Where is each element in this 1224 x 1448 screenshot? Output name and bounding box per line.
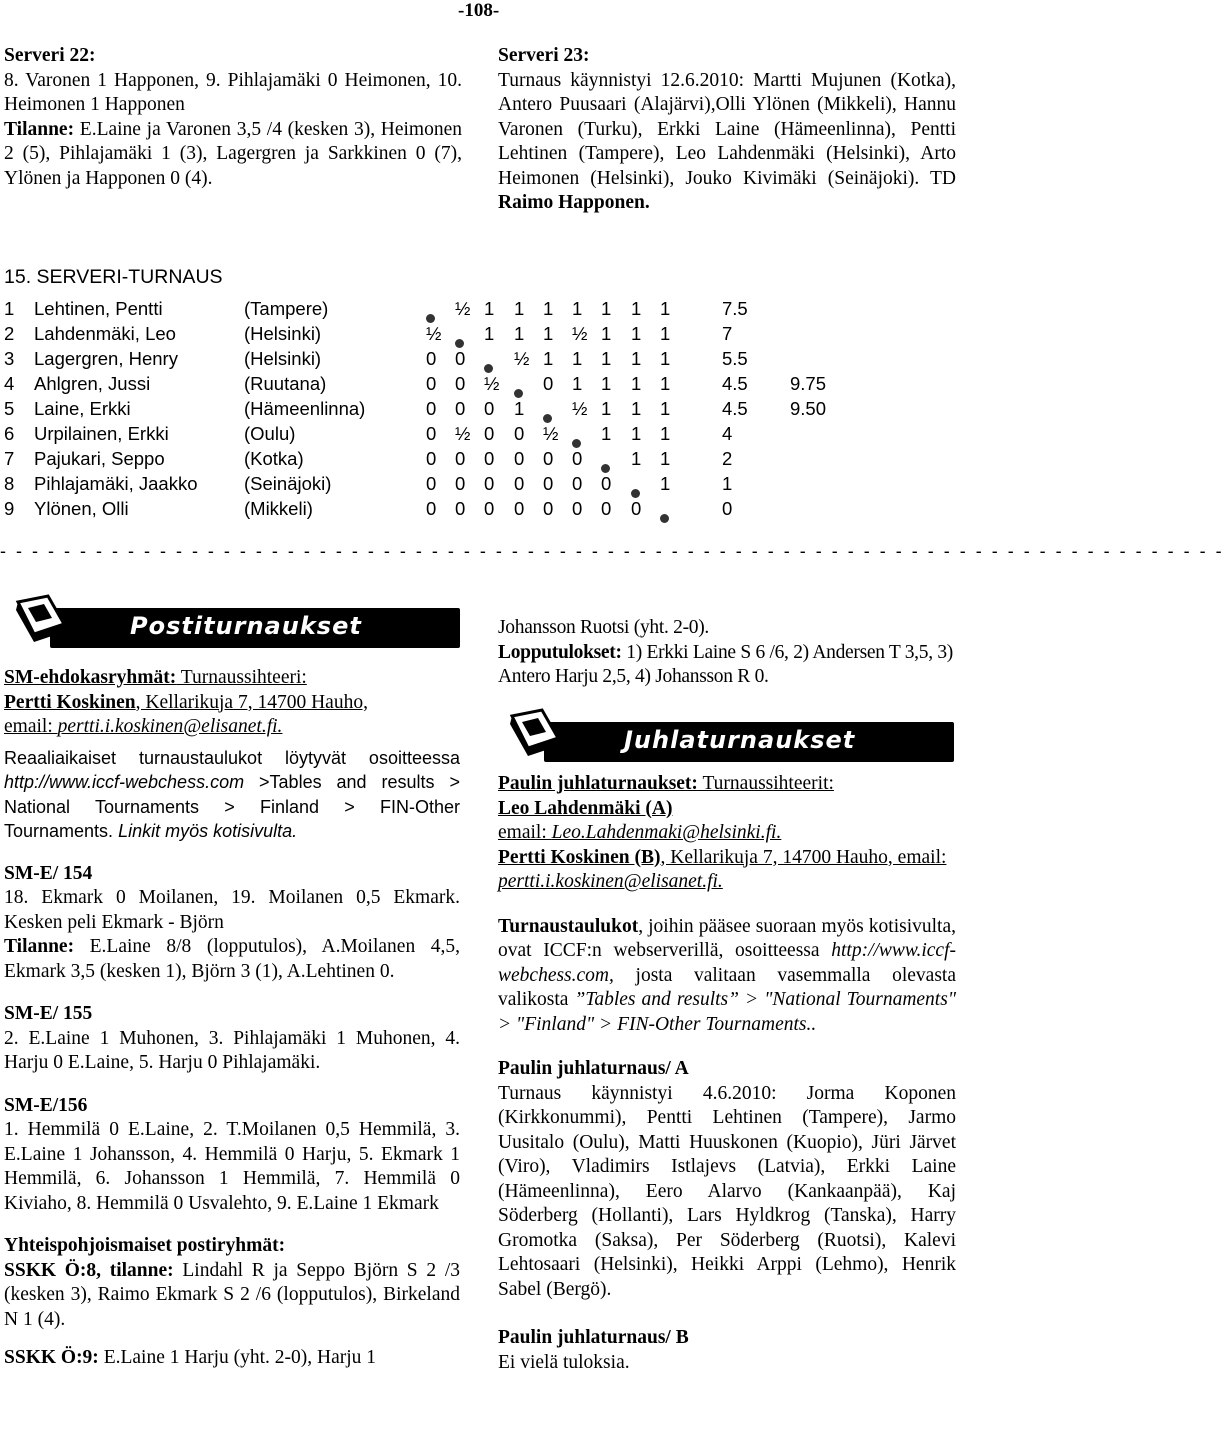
serveri23-heading: Serveri 23: (498, 45, 590, 66)
player-club: (Oulu) (244, 423, 296, 444)
serveri23-section (498, 44, 956, 216)
total-points: 2 (722, 448, 733, 469)
table-row (0, 298, 860, 323)
score-cell: 1 (601, 398, 612, 419)
score-cell: 0 (514, 498, 525, 519)
postiturnaukset-banner (4, 594, 460, 652)
score-cell: 1 (631, 423, 642, 444)
score-cell: ½ (484, 373, 500, 394)
left-column (4, 666, 460, 1371)
self-cell-dot (659, 506, 669, 528)
total-points: 7 (722, 323, 733, 344)
player-number: 1 (4, 298, 15, 319)
score-cell: 1 (514, 323, 525, 344)
paulin-rest: Turnaussihteerit: (697, 773, 834, 794)
score-cell: 0 (514, 423, 525, 444)
sm-rest: Turnaussihteeri: (176, 667, 307, 688)
ssk8-body: Lindahl R ja Seppo Björn S 2 /3 (kesken 3), Raimo Ekmark S 2 /6 (lopputulos), Birkeland N 1 (4). (4, 1259, 460, 1330)
serveri22-tilanne-label: Tilanne: (4, 118, 75, 140)
player-name: Pajukari, Seppo (34, 448, 165, 469)
sme154-results: 18. Ekmark 0 Moilanen, 19. Moilanen 0,5 Ekmark. Kesken peli Ekmark - Björn (4, 887, 460, 933)
sme155-text: 2. E.Laine 1 Muhonen, 3. Pihlajamäki 1 Muhonen, 4. Harju 0 E.Laine, 5. Harju 0 Pihlajamäki. (4, 1027, 460, 1073)
table-row (0, 373, 860, 398)
score-cell: 0 (484, 398, 495, 419)
right-column (498, 772, 956, 1375)
player-club: (Helsinki) (244, 323, 322, 344)
player-name: Lehtinen, Pentti (34, 298, 163, 319)
score-cell: 0 (484, 423, 495, 444)
b-text: Ei vielä tuloksia. (498, 1351, 630, 1373)
paulin-line (498, 772, 956, 797)
b-heading: Paulin juhlaturnaus/ B (498, 1327, 689, 1348)
pertti-address: , Kellarikuja 7, 14700 Hauho, email: (660, 846, 947, 868)
score-cell: 0 (426, 423, 437, 444)
tiebreak: 9.75 (790, 373, 827, 394)
score-cell: 0 (631, 498, 642, 519)
juhlaturnaukset-banner (498, 708, 954, 766)
score-cell: 1 (660, 373, 671, 394)
score-cell: 1 (543, 348, 554, 369)
ssk9-body: E.Laine 1 Harju (yht. 2-0), Harju 1 (98, 1347, 377, 1368)
taulukot-label: Turnaustaulukot (498, 915, 639, 937)
player-name: Pihlajamäki, Jaakko (34, 473, 198, 494)
realtime-url-link[interactable]: http://www.iccf-webchess.com (4, 772, 245, 792)
total-points: 4.5 (722, 398, 748, 419)
score-cell: 0 (514, 448, 525, 469)
taulukot-a: , joihin pääsee suoraan myös kotisivulta, ovat ICCF:n webserverillä, osoitteessa (498, 915, 956, 961)
score-cell: 1 (601, 348, 612, 369)
score-cell: 1 (572, 348, 583, 369)
dot-icon (455, 339, 464, 348)
score-cell: 1 (484, 323, 495, 344)
player-club: (Hämeenlinna) (244, 398, 366, 419)
score-cell: 0 (426, 373, 437, 394)
score-cell: 1 (631, 448, 642, 469)
total-points: 4.5 (722, 373, 748, 394)
contact-name: Pertti Koskinen (4, 691, 136, 713)
score-cell: 1 (660, 398, 671, 419)
pertti-line (498, 846, 956, 895)
score-cell: 1 (631, 323, 642, 344)
score-cell: 1 (543, 323, 554, 344)
total-points: 7.5 (722, 298, 748, 319)
final-label: Lopputulokset: (498, 641, 622, 663)
table-title: 15. SERVERI-TURNAUS (4, 266, 223, 288)
serveri23-body: Turnaus käynnistyi 12.6.2010: Martti Mujunen (Kotka), Antero Puusaari (Alajärvi),Olli Ylönen (Mikkeli), Hannu Varonen (Turku), Erkki Laine (Hämeenlinna), Pentti Lehtinen (Tampere), Leo Lahdenmäki (Helsinki), Arto Heimonen (Helsinki), Jouko Kivimäki (Seinäjoki). TD (498, 69, 956, 189)
score-cell: 1 (631, 298, 642, 319)
dot-icon (484, 364, 493, 373)
leo-email-label: email: (498, 822, 552, 843)
pertti-email-link[interactable]: pertti.i.koskinen@elisanet.fi. (498, 871, 723, 892)
player-number: 6 (4, 423, 15, 444)
player-number: 8 (4, 473, 15, 494)
player-name: Lahdenmäki, Leo (34, 323, 176, 344)
serveri23-td: Raimo Happonen. (498, 192, 650, 213)
dot-icon (572, 439, 581, 448)
banner-title: Juhlaturnaukset (624, 726, 856, 754)
score-cell: 0 (514, 473, 525, 494)
leo-email-link[interactable]: Leo.Lahdenmaki@helsinki.fi. (551, 822, 782, 843)
score-cell: 1 (631, 398, 642, 419)
player-club: (Tampere) (244, 298, 329, 319)
score-cell: 0 (572, 473, 583, 494)
score-cell: 0 (543, 373, 554, 394)
sme154-tilanne-text: E.Laine 8/8 (lopputulos), A.Moilanen 4,5, Ekmark 3,5 (kesken 1), Björn 3 (1), A.Lehtinen 0. (4, 936, 460, 982)
right-top (498, 616, 956, 690)
score-cell: 1 (601, 323, 612, 344)
table-row (0, 398, 860, 423)
score-cell: 0 (572, 498, 583, 519)
score-cell: 0 (543, 473, 554, 494)
nordic-heading: Yhteispohjoismaiset postiryhmät: (4, 1235, 286, 1256)
serveri23-text (498, 69, 956, 216)
taulukot-url-link[interactable]: http://www.iccf-webchess.com, (498, 940, 956, 986)
leo-email-line (498, 821, 956, 846)
score-cell: 1 (572, 298, 583, 319)
player-number: 7 (4, 448, 15, 469)
score-cell: 0 (455, 498, 466, 519)
tiebreak: 9.50 (790, 398, 827, 419)
score-cell: 1 (572, 373, 583, 394)
score-cell: 1 (514, 298, 525, 319)
sm-line (4, 666, 460, 691)
realtime-c: Linkit myös kotisivulta. (118, 821, 298, 841)
score-cell: ½ (455, 423, 471, 444)
player-club: (Seinäjoki) (244, 473, 332, 494)
score-cell: 0 (426, 448, 437, 469)
score-cell: 1 (660, 473, 671, 494)
dot-icon (543, 414, 552, 423)
ssk9-label: SSKK Ö:9: (4, 1347, 99, 1368)
sme155-heading: SM-E/ 155 (4, 1003, 93, 1024)
player-number: 2 (4, 323, 15, 344)
dot-icon (426, 314, 435, 323)
ssk8-label: SSKK Ö:8, tilanne: (4, 1259, 174, 1281)
player-name: Laine, Erkki (34, 398, 131, 419)
player-name: Ylönen, Olli (34, 498, 129, 519)
total-points: 4 (722, 423, 733, 444)
pertti-name: Pertti Koskinen (B) (498, 846, 661, 868)
score-cell: 1 (543, 298, 554, 319)
score-cell: 1 (631, 348, 642, 369)
score-cell: 0 (455, 398, 466, 419)
score-cell: ½ (426, 323, 442, 344)
sme154-heading: SM-E/ 154 (4, 862, 93, 884)
player-name: Ahlgren, Jussi (34, 373, 151, 394)
score-cell: 0 (455, 473, 466, 494)
player-club: (Kotka) (244, 448, 304, 469)
score-cell: 0 (426, 473, 437, 494)
score-cell: 0 (572, 448, 583, 469)
score-cell: ½ (572, 398, 588, 419)
table-row (0, 323, 860, 348)
player-number: 3 (4, 348, 15, 369)
score-cell: 0 (601, 473, 612, 494)
taulukot-b: josta valitaan vasemmalla olevasta valikosta (498, 964, 956, 1010)
score-cell: 1 (660, 298, 671, 319)
serveri22-text (4, 69, 462, 192)
sme154-text (4, 886, 460, 984)
contact-email-label: email: (4, 716, 58, 737)
sme156-text: 1. Hemmilä 0 E.Laine, 2. T.Moilanen 0,5 Hemmilä, 3. E.Laine 1 Johansson, 4. Hemmilä 0 Harju, 5. Ekmark 1 Hemmilä, 6. Johansson 1 Hemmilä, 7. Hemmilä 0 Kiviaho, 8. Hemmilä 0 Usvalehto, 9. E.Laine 1 Ekmark (4, 1119, 460, 1214)
chess-piece-icon (498, 708, 562, 772)
score-cell: 0 (426, 348, 437, 369)
score-cell: 1 (601, 298, 612, 319)
taulukot-text (498, 915, 956, 1038)
score-cell: 0 (601, 498, 612, 519)
score-cell: 0 (455, 348, 466, 369)
leo-name: Leo Lahdenmäki (A) (498, 797, 673, 819)
serveri22-results: 8. Varonen 1 Happonen, 9. Pihlajamäki 0 Heimonen, 10. Heimonen 1 Happonen (4, 69, 462, 115)
cont-text: Johansson Ruotsi (yht. 2-0). (498, 617, 709, 638)
table-row (0, 348, 860, 373)
banner-bar (544, 722, 954, 762)
score-cell: ½ (572, 323, 588, 344)
score-cell: 0 (543, 498, 554, 519)
player-club: (Mikkeli) (244, 498, 313, 519)
score-cell: 1 (660, 448, 671, 469)
player-club: (Helsinki) (244, 348, 322, 369)
contact-address: , Kellarikuja 7, 14700 Hauho, (135, 691, 368, 713)
table-row (0, 448, 860, 473)
player-number: 5 (4, 398, 15, 419)
contact-line (4, 691, 460, 740)
score-cell: ½ (455, 298, 471, 319)
score-cell: 1 (660, 348, 671, 369)
final-results (498, 641, 956, 690)
taulukot-c: ”Tables and results” > "National Tournaments" > "Finland" > FIN-Other Tournaments.. (498, 989, 957, 1035)
ssk9-text (4, 1346, 460, 1371)
score-cell: 0 (484, 448, 495, 469)
banner-title: Postiturnaukset (130, 612, 362, 640)
score-cell: 1 (601, 423, 612, 444)
score-cell: 1 (660, 423, 671, 444)
total-points: 5.5 (722, 348, 748, 369)
chess-piece-icon (4, 594, 68, 658)
realtime-b: >Tables and results > National Tournaments > Finland > FIN-Other Tournaments. (4, 772, 460, 841)
table-row (0, 498, 860, 523)
score-cell: 1 (484, 298, 495, 319)
a-heading: Paulin juhlaturnaus/ A (498, 1058, 689, 1079)
score-cell: 1 (601, 373, 612, 394)
dot-icon (601, 464, 610, 473)
table-row (0, 473, 860, 498)
score-cell: 0 (455, 373, 466, 394)
score-cell: ½ (543, 423, 559, 444)
total-points: 0 (722, 498, 733, 519)
player-name: Urpilainen, Erkki (34, 423, 169, 444)
score-cell: 0 (426, 398, 437, 419)
score-cell: 0 (484, 473, 495, 494)
score-cell: 0 (426, 498, 437, 519)
realtime-text (4, 746, 460, 844)
score-cell: 1 (631, 373, 642, 394)
table-row (0, 423, 860, 448)
player-number: 9 (4, 498, 15, 519)
realtime-a: Reaaliaikaiset turnaustaulukot löytyvät osoitteessa (4, 747, 460, 768)
sme154-tilanne-label: Tilanne: (4, 936, 75, 957)
banner-bar (50, 608, 460, 648)
final-text: 1) Erkki Laine S 6 /6, 2) Andersen T 3,5, 3) Antero Harju 2,5, 4) Johansson R 0. (498, 641, 953, 687)
score-cell: 1 (514, 398, 525, 419)
paulin-label: Paulin juhlaturnaukset: (498, 773, 698, 794)
a-text: Turnaus käynnistyi 4.6.2010: Jorma Koponen (Kirkkonummi), Pentti Lehtinen (Tampere), Jarmo Uusitalo (Oulu), Matti Huuskonen (Kuopio), Jüri Järvet (Viro), Vladimirs Istlajevs (Latvia), Erkki Laine (Hämeenlinna), Eero Alarvo (Kankaanpää), Kaj Söderberg (Hollanti), Lars Hyldkrog (Tanska), Harry Gromotka (Saksa), Per Söderberg (Ruotsi), Kalevi Lehtosaari (Helsinki), Heikki Arppi (Lehmo), Henrik Sabel (Bergö). (498, 1082, 956, 1300)
score-cell: ½ (514, 348, 530, 369)
contact-email-link[interactable]: pertti.i.koskinen@elisanet.fi. (57, 716, 283, 737)
ssk8-text (4, 1259, 460, 1333)
total-points: 1 (722, 473, 733, 494)
score-cell: 0 (455, 448, 466, 469)
dot-icon (631, 489, 640, 498)
score-cell: 0 (484, 498, 495, 519)
sm-label: SM-ehdokasryhmät: (4, 667, 177, 688)
serveri22-heading: Serveri 22: (4, 45, 96, 66)
player-number: 4 (4, 373, 15, 394)
player-name: Lagergren, Henry (34, 348, 178, 369)
dot-icon (514, 389, 523, 398)
sme156-heading: SM-E/156 (4, 1094, 88, 1116)
score-cell: 1 (660, 323, 671, 344)
score-cell: 0 (543, 448, 554, 469)
section-divider: - - - - - - - - - - - - - - - - - - - - - - - - - - - - - - - - - - - - - - - - - - - - - - - - - - - - - - - - - - - - - - - - - - - - - - - - - - - - - (0, 541, 1224, 561)
page-number: -108- (458, 0, 500, 21)
player-club: (Ruutana) (244, 373, 327, 394)
serveri22-tilanne-text: E.Laine ja Varonen 3,5 /4 (kesken 3), Heimonen 2 (5), Pihlajamäki 1 (3), Lagergren ja Sarkkinen 0 (7), Ylönen ja Happonen 0 (4). (4, 118, 463, 189)
dot-icon (660, 514, 669, 523)
serveri22-section (4, 44, 462, 191)
